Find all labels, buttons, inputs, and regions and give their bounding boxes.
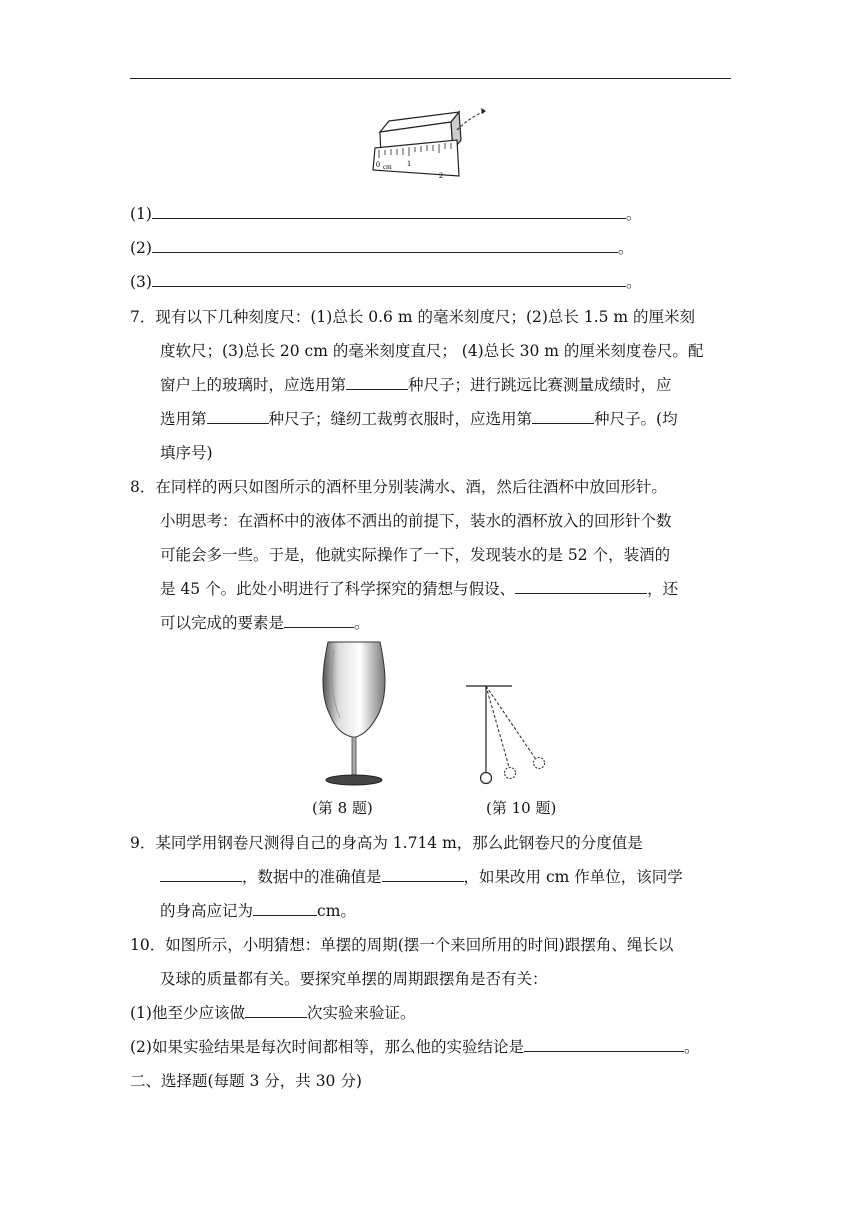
q7-blank-3[interactable] bbox=[532, 409, 594, 424]
caption-fig8: (第 8 题) bbox=[312, 799, 373, 817]
answer-blank[interactable] bbox=[152, 272, 626, 287]
answer-line-2 bbox=[130, 238, 633, 258]
q9-blank-1[interactable] bbox=[160, 867, 242, 882]
answer-end: 。 bbox=[625, 205, 642, 223]
q7-text: 选用第 bbox=[160, 410, 207, 428]
q9-line-2 bbox=[160, 867, 683, 887]
q10-sub-2 bbox=[130, 1037, 699, 1057]
q7-blank-2[interactable] bbox=[207, 409, 269, 424]
q10-blank-1[interactable] bbox=[245, 1003, 307, 1018]
wine-glass-figure bbox=[318, 640, 390, 788]
q8-line-3: 可能会多一些。于是，他就实际操作了一下，发现装水的是 52 个，装酒的 bbox=[160, 546, 671, 564]
answer-label: (2) bbox=[130, 239, 152, 257]
q10-blank-2[interactable] bbox=[524, 1037, 684, 1052]
answer-line-1 bbox=[130, 204, 641, 224]
q7-line-5: 填序号) bbox=[160, 444, 213, 462]
q9-line-1: 9．某同学用钢卷尺测得自己的身高为 1.714 m，那么此钢卷尺的分度值是 bbox=[130, 834, 643, 852]
caption-fig10: (第 10 题) bbox=[486, 799, 557, 817]
ruler-label-cm: cm bbox=[383, 163, 392, 171]
q10-text: 次实验来验证。 bbox=[306, 1004, 416, 1022]
q8-blank-1[interactable] bbox=[515, 579, 647, 594]
q8-line-5 bbox=[160, 613, 370, 633]
q9-line-3 bbox=[160, 901, 356, 921]
q7-blank-1[interactable] bbox=[346, 375, 408, 390]
q9-text: cm。 bbox=[317, 902, 356, 920]
block-on-ruler-figure bbox=[365, 100, 495, 195]
q8-blank-2[interactable] bbox=[284, 613, 354, 628]
ruler-label-0: 0 bbox=[376, 160, 380, 169]
answer-line-3 bbox=[130, 272, 641, 292]
q9-text: ，数据中的准确值是 bbox=[242, 868, 382, 886]
q10-line-2: 及球的质量都有关。要探究单摆的周期跟摆角是否有关： bbox=[160, 970, 548, 988]
q7-text: 窗户上的玻璃时，应选用第 bbox=[160, 376, 347, 394]
answer-end: 。 bbox=[625, 273, 642, 291]
q8-text: ，还 bbox=[647, 580, 679, 598]
q7-line-1: 7．现有以下几种刻度尺：(1)总长 0.6 m 的毫米刻度尺；(2)总长 1.5 m 的厘米刻 bbox=[130, 308, 696, 326]
answer-label: (3) bbox=[130, 273, 152, 291]
q8-text: 。 bbox=[354, 614, 370, 632]
q9-text: 的身高应记为 bbox=[160, 902, 254, 920]
q10-line-1: 10．如图所示，小明猜想：单摆的周期(摆一个来回所用的时间)跟摆角、绳长以 bbox=[130, 936, 674, 954]
answer-blank[interactable] bbox=[152, 238, 618, 253]
answer-end: 。 bbox=[617, 239, 634, 257]
pendulum-figure bbox=[462, 680, 557, 790]
q7-line-3 bbox=[160, 375, 672, 395]
q8-text: 是 45 个。此处小明进行了科学探究的猜想与假设、 bbox=[160, 580, 516, 598]
header-rule bbox=[130, 78, 731, 79]
q8-text: 可以完成的要素是 bbox=[160, 614, 285, 632]
ruler-label-1: 1 bbox=[407, 159, 411, 168]
q7-text: 种尺子；缝纫工裁剪衣服时，应选用第 bbox=[268, 410, 533, 428]
answer-blank[interactable] bbox=[152, 204, 626, 219]
q8-line-1: 8．在同样的两只如图所示的酒杯里分别装满水、酒，然后往酒杯中放回形针。 bbox=[130, 478, 667, 496]
q10-text: (2)如果实验结果是每次时间都相等，那么他的实验结论是 bbox=[130, 1038, 524, 1056]
ruler-label-2: 2 bbox=[439, 171, 443, 180]
q8-line-4 bbox=[160, 579, 678, 599]
q8-line-2: 小明思考：在酒杯中的液体不洒出的前提下，装水的酒杯放入的回形针个数 bbox=[160, 512, 672, 530]
q9-text: ，如果改用 cm 作单位，该同学 bbox=[463, 868, 683, 886]
q10-sub-1 bbox=[130, 1003, 415, 1023]
q7-text: 种尺子。(均 bbox=[594, 410, 678, 428]
q7-line-2: 度软尺；(3)总长 20 cm 的毫米刻度直尺； (4)总长 30 m 的厘米刻度卷尺。配 bbox=[160, 342, 704, 360]
q10-text: 。 bbox=[683, 1038, 700, 1056]
answer-label: (1) bbox=[130, 205, 152, 223]
section-2-heading: 二、选择题(每题 3 分，共 30 分) bbox=[130, 1072, 362, 1090]
q9-blank-3[interactable] bbox=[253, 901, 317, 916]
q7-text: 种尺子；进行跳远比赛测量成绩时，应 bbox=[408, 376, 672, 394]
q9-blank-2[interactable] bbox=[382, 867, 464, 882]
q7-line-4 bbox=[160, 409, 678, 429]
q10-text: (1)他至少应该做 bbox=[130, 1004, 245, 1022]
